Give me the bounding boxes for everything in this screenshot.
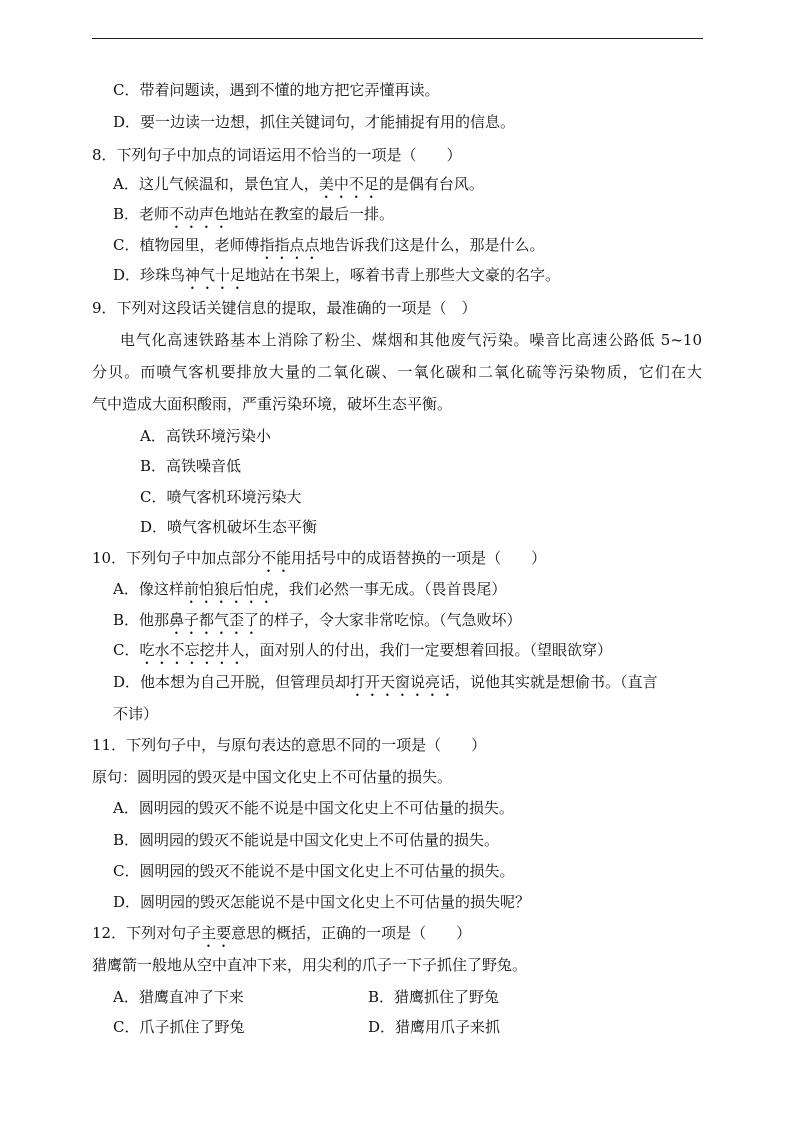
- emphasized-text: 打开天窗说亮话: [350, 673, 456, 691]
- text-segment: 地站在书架上，啄着书青上那些大文豪的名字。: [245, 266, 561, 284]
- text-segment: 11．下列句子中，与原句表达的意思不同的一项是（ ）: [92, 736, 487, 754]
- option-c: [140, 487, 301, 507]
- emphasized-text: 前怕狼后怕虎: [183, 580, 274, 598]
- text-segment: A．圆明园的毁灭不能不说是中国文化史上不可估量的损失。: [113, 799, 514, 817]
- text-segment: C．带着问题读，遇到不懂的地方把它弄懂再读。: [113, 81, 440, 99]
- text-segment: D．喷气客机破坏生态平衡: [140, 518, 318, 536]
- option-b: [113, 830, 499, 850]
- text-segment: 10．下列句子中加点部分: [92, 549, 262, 567]
- text-segment: B．圆明园的毁灭不能说是中国文化史上不可估量的损失。: [113, 831, 500, 849]
- option-b: [368, 987, 499, 1007]
- text-segment: 不讳）: [113, 705, 159, 723]
- text-segment: C．圆明园的毁灭不能说不是中国文化史上不可估量的损失。: [113, 862, 515, 880]
- option-d: [113, 112, 515, 132]
- text-segment: C．植物园里，老师傅: [113, 236, 260, 254]
- text-segment: 分贝。而喷气客机要排放大量的二氧化碳、一氧化碳和二氧化硫等污染物质，它们在大: [92, 363, 702, 381]
- option-a: [113, 798, 514, 818]
- option-a: [113, 174, 484, 202]
- option-c: [113, 1017, 244, 1037]
- text-segment: 意思的概括，正确的一项是（ ）: [231, 924, 472, 942]
- emphasized-text: 吃水不忘挖井人: [139, 641, 245, 659]
- option-b: [113, 204, 394, 232]
- question-8: [92, 145, 462, 165]
- option-d: [113, 672, 658, 700]
- text-segment: A．猎鹰直冲了下来: [113, 988, 244, 1006]
- text-segment: 的样子，令大家非常吃惊。（气急败坏）: [259, 611, 522, 629]
- option-b: [140, 456, 241, 476]
- text-segment: 9．下列对这段话关键信息的提取，最准确的一项是（ ）: [92, 299, 477, 317]
- text-segment: D．要一边读一边想，抓住关键词句，才能捕捉有用的信息。: [113, 113, 516, 131]
- text-segment: 的是偶有台风。: [378, 175, 484, 193]
- text-segment: C．: [113, 641, 140, 659]
- option-d: [113, 265, 560, 293]
- header-rule: [92, 38, 703, 39]
- given-sentence: [92, 955, 527, 975]
- text-segment: 电气化高速铁路基本上消除了粉尘、煤烟和其他废气污染。噪音比高速公路低 5~10: [120, 331, 702, 349]
- text-segment: A．高铁环境污染小: [140, 427, 271, 445]
- emphasized-text: 美中不足: [318, 175, 379, 193]
- option-d-cont: [113, 704, 158, 724]
- option-c: [113, 235, 545, 263]
- question-9: [92, 298, 477, 318]
- option-c: [113, 80, 439, 100]
- text-segment: D．圆明园的毁灭怎能说不是中国文化史上不可估量的损失呢？: [113, 893, 531, 911]
- text-segment: B．高铁噪音低: [140, 457, 242, 475]
- emphasized-text: 神气十足: [185, 266, 246, 284]
- passage-line: [92, 394, 452, 414]
- text-segment: 用括号中的成语替换的一项是（ ）: [291, 549, 547, 567]
- emphasized-text: 主要: [201, 924, 232, 942]
- text-segment: D．猎鹰用爪子来抓: [368, 1018, 501, 1036]
- text-segment: 地告诉我们这是什么，那是什么。: [319, 236, 545, 254]
- text-segment: C．爪子抓住了野兔: [113, 1018, 245, 1036]
- text-segment: 猎鹰箭一般地从空中直冲下来，用尖利的爪子一下子抓住了野兔。: [92, 956, 528, 974]
- text-segment: 12．下列对句子: [92, 924, 202, 942]
- emphasized-text: 不能: [261, 549, 292, 567]
- text-segment: A．像这样: [113, 580, 184, 598]
- text-segment: B．老师: [113, 205, 170, 223]
- option-b: [113, 610, 522, 638]
- emphasized-text: 不动声色: [169, 205, 230, 223]
- option-a: [113, 579, 506, 607]
- question-11: [92, 735, 486, 755]
- option-c: [113, 640, 612, 668]
- text-segment: B．猎鹰抓住了野兔: [368, 988, 500, 1006]
- option-a: [113, 987, 244, 1007]
- option-d: [140, 517, 317, 537]
- option-d: [368, 1017, 500, 1037]
- text-segment: D．珍珠鸟: [113, 266, 186, 284]
- question-12: [92, 923, 471, 951]
- text-segment: ，我们必然一事无成。（畏首畏尾）: [273, 580, 507, 598]
- text-segment: ，面对别人的付出，我们一定要想着回报。（望眼欲穿）: [244, 641, 613, 659]
- text-segment: A．这儿气候温和，景色宜人，: [113, 175, 319, 193]
- text-segment: 地站在教室的最后一排。: [229, 205, 395, 223]
- text-segment: C．喷气客机环境污染大: [140, 488, 302, 506]
- emphasized-text: 鼻子都气歪了: [169, 611, 260, 629]
- question-10: [92, 548, 546, 576]
- text-segment: B．他那: [113, 611, 170, 629]
- text-segment: 原句：圆明园的毁灭是中国文化史上不可估量的损失。: [92, 768, 453, 786]
- option-c: [113, 861, 514, 881]
- passage-line: [120, 330, 702, 350]
- emphasized-text: 指指点点: [259, 236, 320, 254]
- passage-line: [92, 362, 702, 382]
- original-sentence: [92, 767, 452, 787]
- option-a: [140, 426, 271, 446]
- option-d: [113, 892, 530, 912]
- text-segment: D．他本想为自己开脱，但管理员却: [113, 673, 351, 691]
- text-segment: ，说他其实就是想偷书。（直言: [455, 673, 658, 691]
- text-segment: 8．下列句子中加点的词语运用不恰当的一项是（ ）: [92, 146, 462, 164]
- text-segment: 气中造成大面积酸雨，严重污染环境，破坏生态平衡。: [92, 395, 453, 413]
